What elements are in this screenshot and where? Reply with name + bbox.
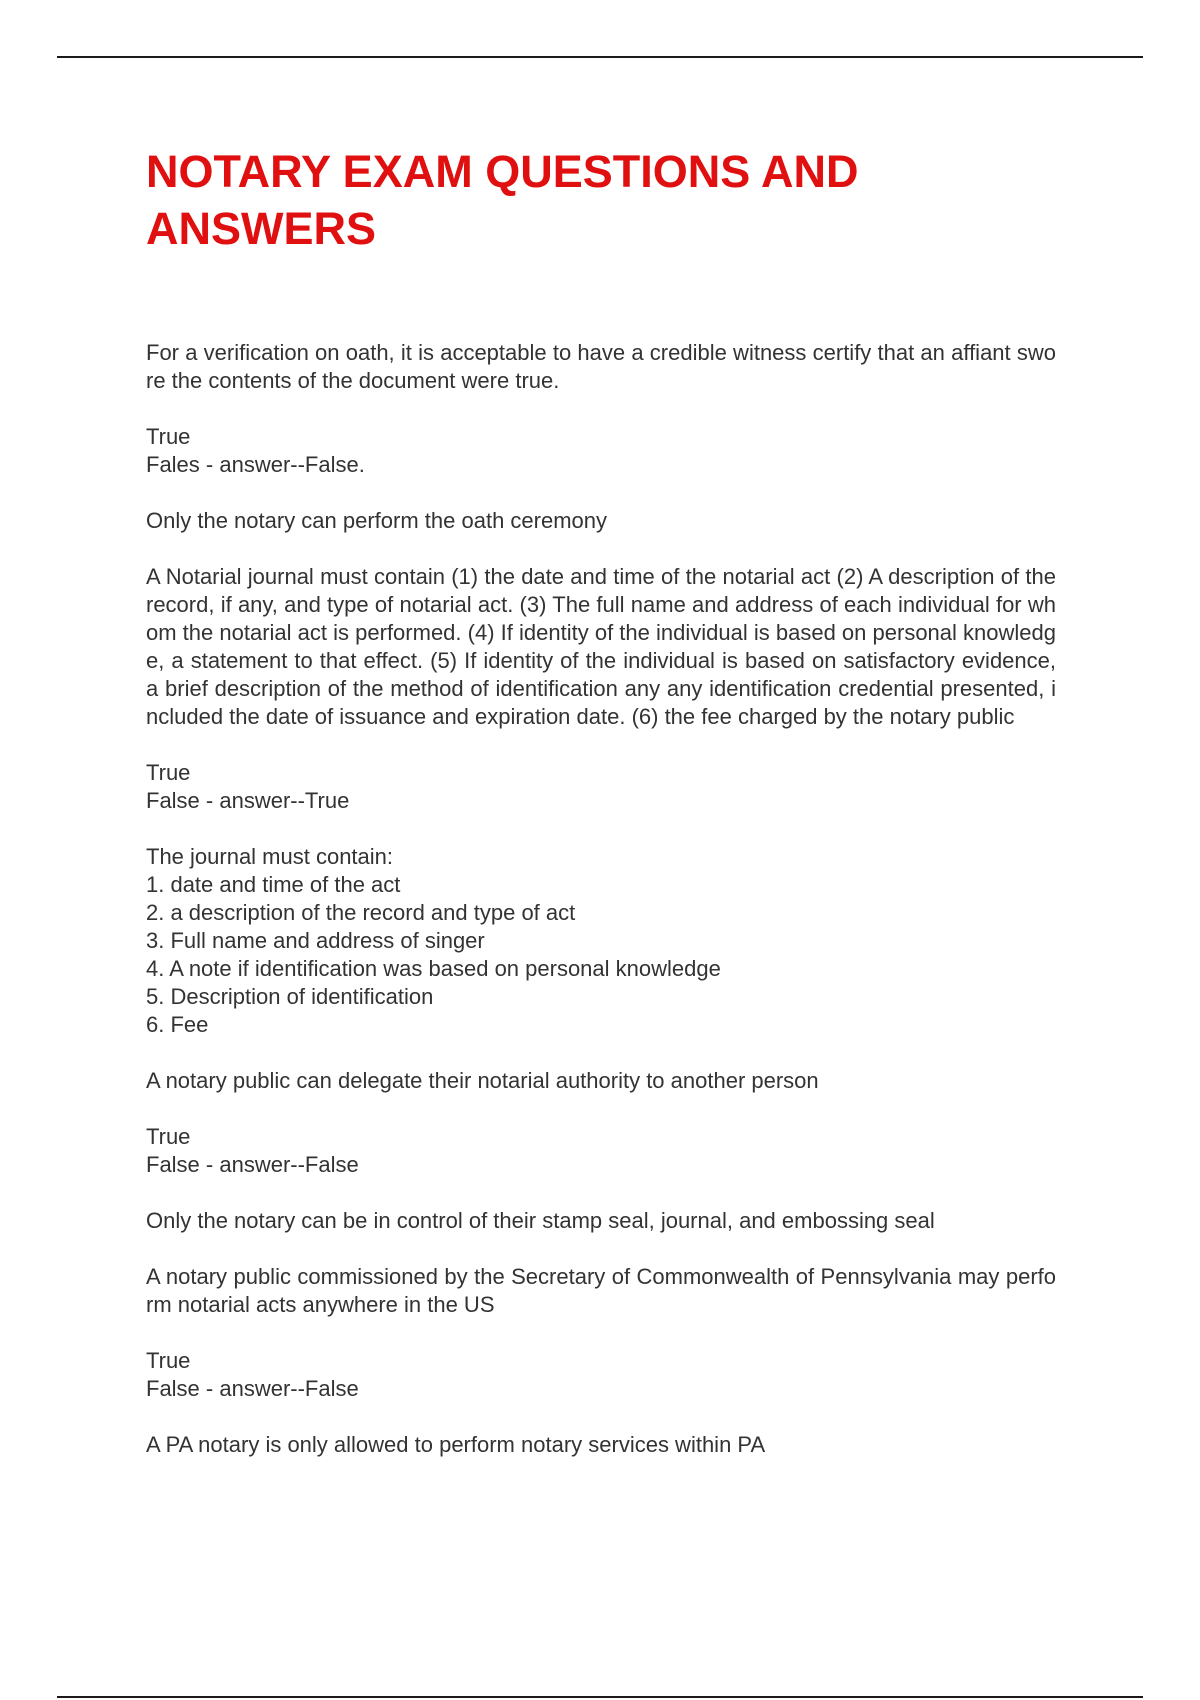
question-3: A notary public can delegate their notarial authority to another person <box>146 1068 819 1093</box>
option-true: True <box>146 760 191 785</box>
explanation-3: Only the notary can be in control of their stamp seal, journal, and embossing seal <box>146 1208 935 1233</box>
explanation-intro: The journal must contain: <box>146 844 394 869</box>
question-1: For a verification on oath, it is acceptable to have a credible witness certify that an affiant swore the contents of the document were true. <box>146 340 1056 393</box>
option-false-answer: False - answer--True <box>146 788 350 813</box>
question-2: A Notarial journal must contain (1) the date and time of the notarial act (2) A description of the record, if any, and type of notarial act. (3) The full name and address of each individual for whom the notarial act is performed. (4) If identity of the individual is based on personal knowledge, a statement to that effect. (5) If identity of the individual is based on satisfactory evidence, a brief description of the method of identification any any identification credential presented, included the date of issuance and expiration date. (6) the fee charged by the notary public <box>146 564 1056 729</box>
answer-options-3 <box>146 1123 1056 1179</box>
list-item: 3. Full name and address of singer <box>146 928 485 953</box>
option-true: True <box>146 1124 191 1149</box>
page-title: NOTARY EXAM QUESTIONS AND ANSWERS <box>146 146 859 254</box>
bottom-rule <box>57 1696 1143 1698</box>
question-4: A notary public commissioned by the Secretary of Commonwealth of Pennsylvania may perform notarial acts anywhere in the US <box>146 1264 1056 1317</box>
explanation-2 <box>146 843 1056 1039</box>
list-item: 2. a description of the record and type of act <box>146 900 576 925</box>
document-body <box>146 339 1056 1487</box>
list-item: 4. A note if identification was based on personal knowledge <box>146 956 721 981</box>
list-item: 6. Fee <box>146 1012 209 1037</box>
option-false-answer: False - answer--False <box>146 1376 359 1401</box>
answer-options-1 <box>146 423 1056 479</box>
top-rule <box>57 56 1143 58</box>
answer-options-2 <box>146 759 1056 815</box>
list-item: 1. date and time of the act <box>146 872 401 897</box>
option-false-answer: False - answer--False <box>146 1152 359 1177</box>
list-item: 5. Description of identification <box>146 984 434 1009</box>
explanation-4: A PA notary is only allowed to perform notary services within PA <box>146 1432 766 1457</box>
option-true: True <box>146 1348 191 1373</box>
answer-options-4 <box>146 1347 1056 1403</box>
option-false-answer: Fales - answer--False. <box>146 452 365 477</box>
option-true: True <box>146 424 191 449</box>
explanation-1: Only the notary can perform the oath ceremony <box>146 508 608 533</box>
